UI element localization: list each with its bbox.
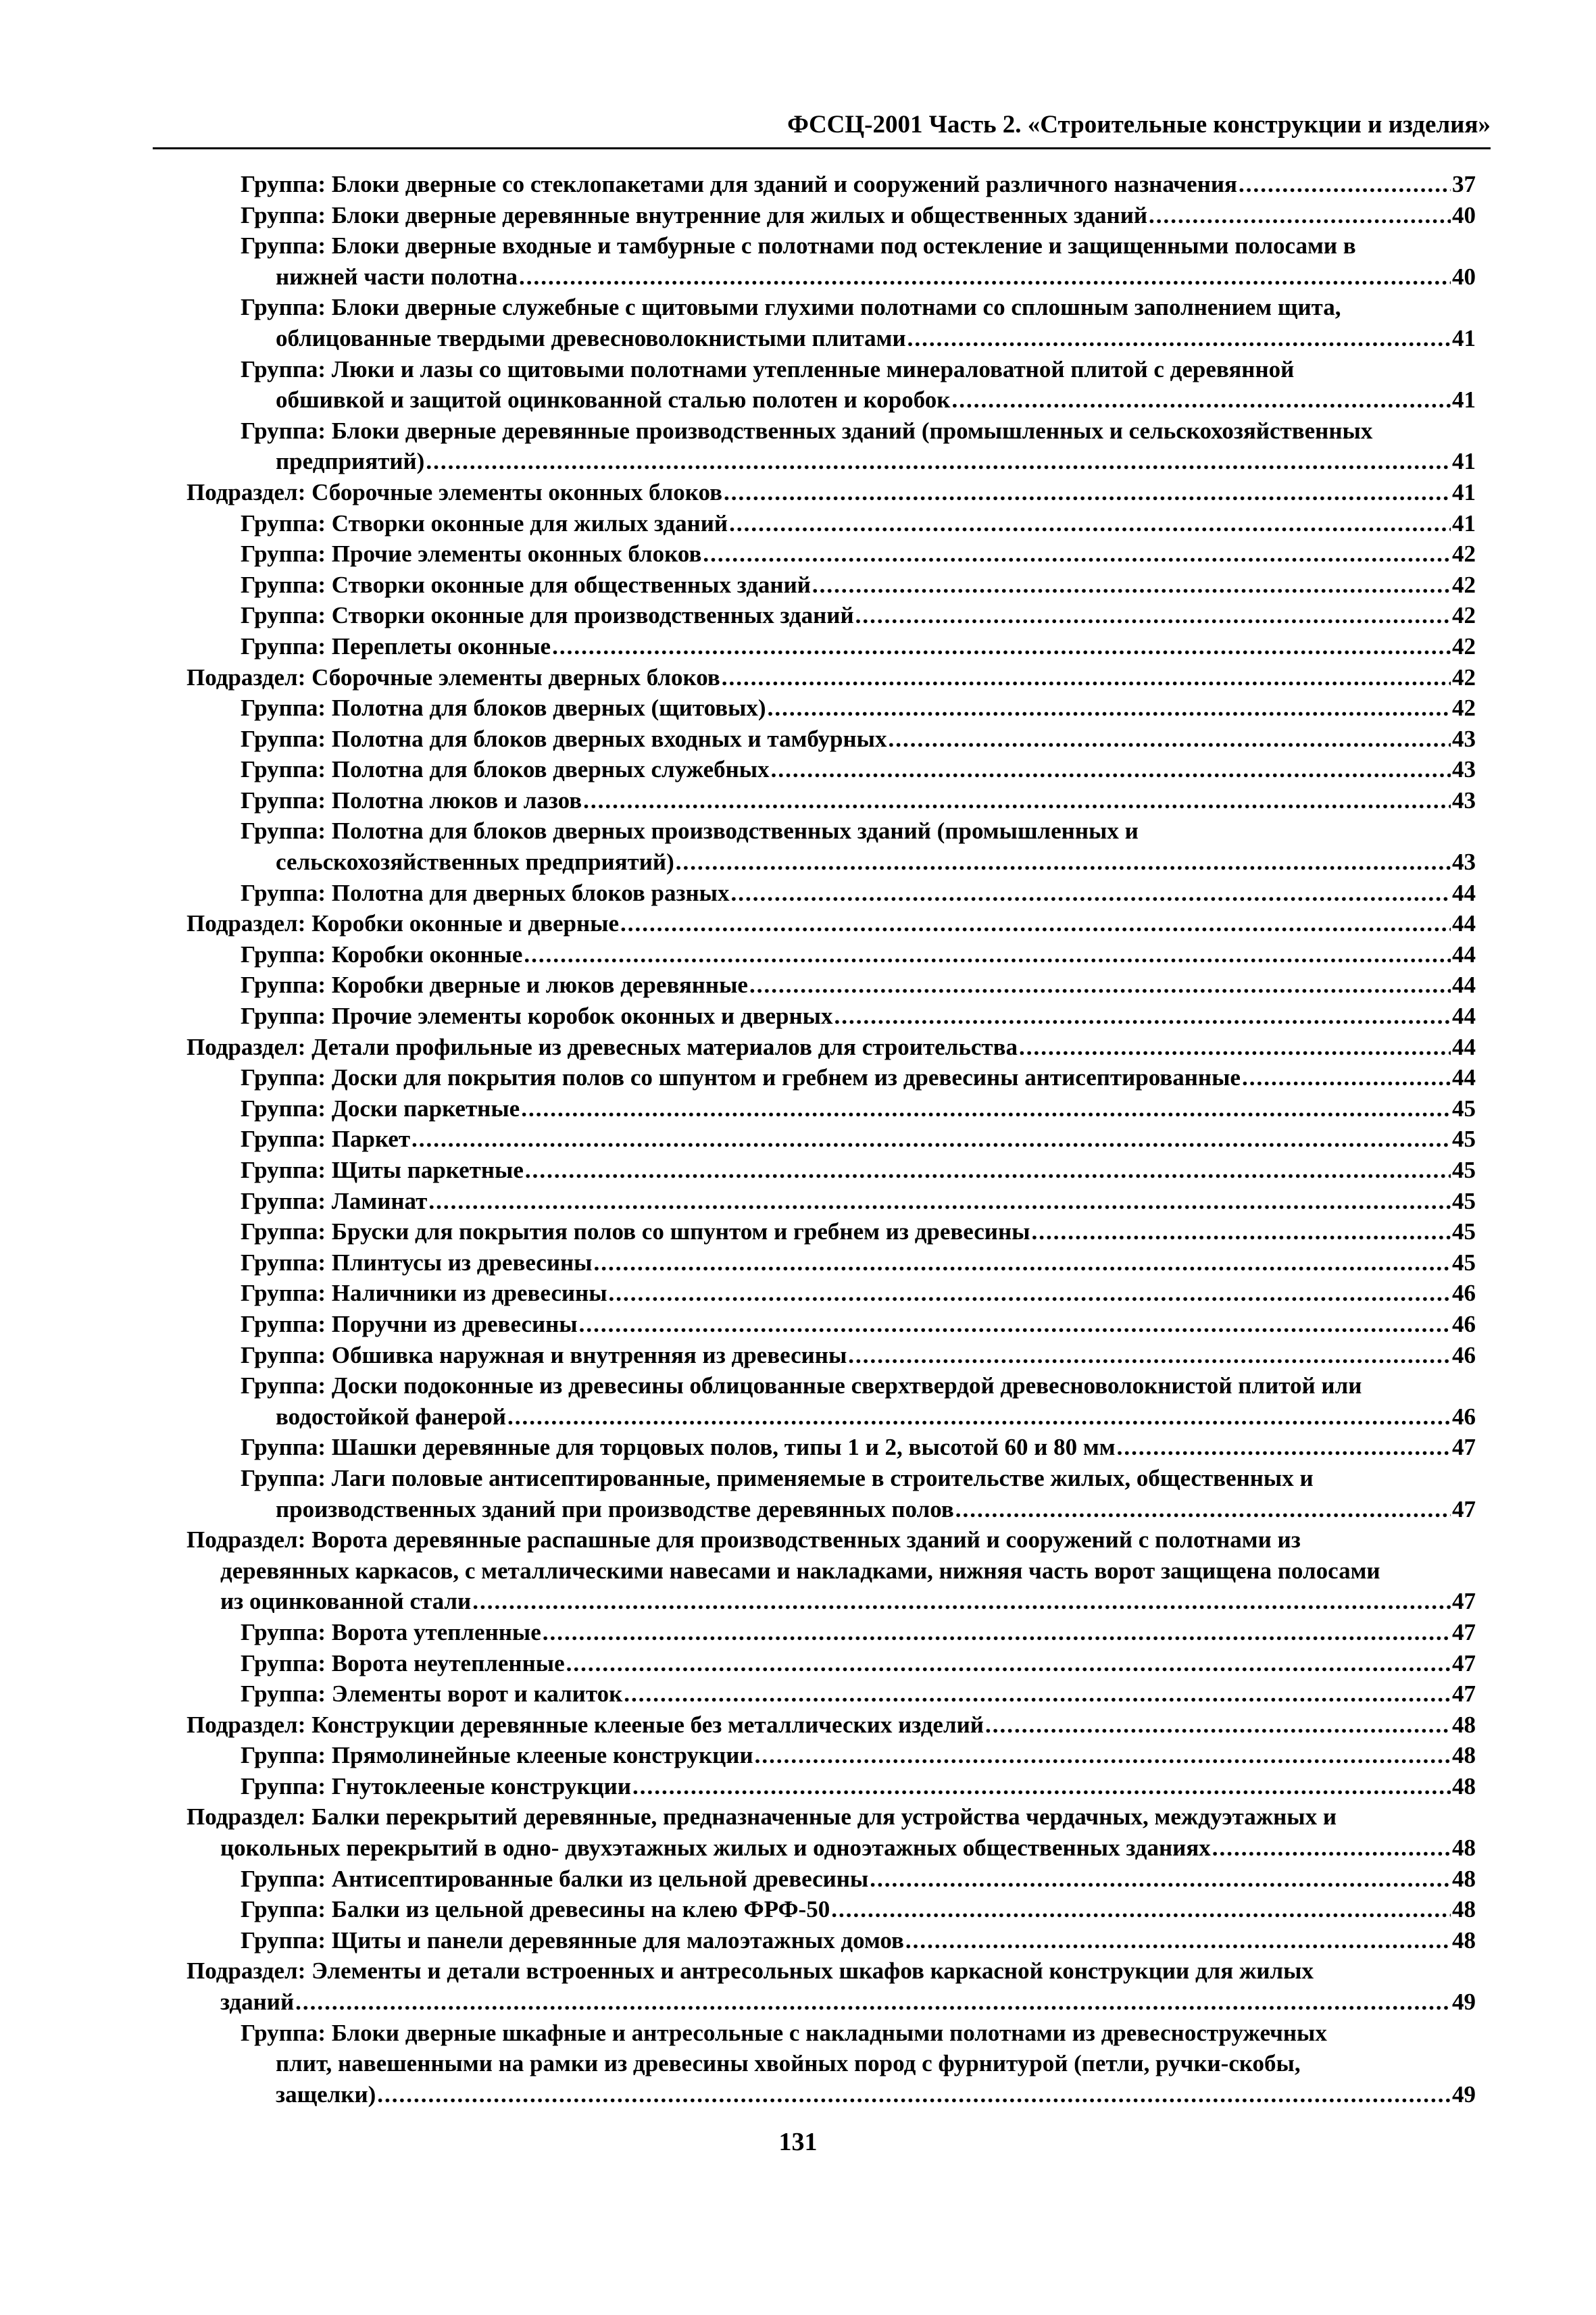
toc-group-entry (186, 693, 1476, 724)
toc-entry-title: защелки) (276, 2081, 376, 2108)
toc-group-entry (186, 1370, 1476, 1432)
toc-entry-title: Группа: Обшивка наружная и внутренняя из древесины (241, 1341, 847, 1368)
toc-group-entry (186, 539, 1476, 570)
toc-entry-line (186, 939, 1476, 970)
toc-group-entry (186, 230, 1476, 292)
toc-group-entry (186, 200, 1476, 231)
toc-entry-title: Группа: Блоки дверные деревянные внутренние для жилых и общественных зданий (241, 201, 1148, 228)
toc-entry-title: Группа: Наличники из древесины (241, 1280, 607, 1307)
toc-entry-line (186, 1093, 1476, 1124)
toc-entry-line: плит, навешенными на рамки из древесины хвойных пород с фурнитурой (петли, ручки-скобы, (276, 2050, 1301, 2077)
toc-entry-title: Группа: Полотна для дверных блоков разных (241, 879, 730, 906)
toc-page-number: 48 (1452, 1865, 1476, 1892)
toc-page-number: 44 (1452, 972, 1476, 999)
toc-page-number: 46 (1452, 1310, 1476, 1337)
dot-leader (1149, 200, 1451, 231)
toc-page-number: 41 (1452, 448, 1476, 475)
toc-group-entry (186, 724, 1476, 755)
toc-page-number: 43 (1452, 787, 1476, 814)
toc-group-entry (186, 354, 1476, 416)
toc-page-number: 48 (1452, 1742, 1476, 1769)
dot-leader (525, 1155, 1451, 1186)
toc-entry-title: Группа: Прочие элементы оконных блоков (241, 541, 702, 568)
toc-group-entry (186, 1894, 1476, 1925)
dot-leader (428, 1186, 1451, 1217)
toc-entry-title: Группа: Ламинат (241, 1187, 428, 1214)
toc-page-number: 49 (1452, 1989, 1476, 2016)
toc-page-number: 42 (1452, 571, 1476, 598)
toc-entry-title: Группа: Прямолинейные клееные конструкции (241, 1742, 753, 1769)
toc-entry-line (186, 1186, 1476, 1217)
dot-leader (724, 477, 1451, 508)
toc-page-number: 49 (1452, 2081, 1476, 2108)
toc-page-number: 41 (1452, 478, 1476, 505)
toc-page-number: 48 (1452, 1896, 1476, 1923)
toc-entry-line: Группа: Блоки дверные служебные с щитовыми глухими полотнами со сплошным заполнением щита, (241, 294, 1341, 321)
dot-leader (1019, 1032, 1451, 1063)
toc-entry-title: водостойкой фанерой (276, 1403, 506, 1430)
toc-page-number: 45 (1452, 1249, 1476, 1276)
toc-entry-line (186, 446, 1476, 477)
toc-group-entry (186, 1340, 1476, 1371)
toc-entry-line (186, 570, 1476, 601)
dot-leader (507, 1401, 1451, 1433)
toc-entry-title: Группа: Переплеты оконные (241, 632, 551, 659)
toc-page-number: 45 (1452, 1187, 1476, 1214)
dot-leader (870, 1864, 1451, 1895)
toc-page-number: 47 (1452, 1588, 1476, 1615)
dot-leader (955, 1494, 1451, 1525)
toc-page-number: 47 (1452, 1618, 1476, 1645)
toc-entry-line: Подраздел: Балки перекрытий деревянные, предназначенные для устройства чердачных, междуэтажных и (186, 1803, 1337, 1831)
dot-leader (749, 970, 1451, 1001)
dot-leader (295, 1987, 1451, 2018)
toc-entry-line (186, 847, 1476, 878)
toc-entry-title: Группа: Плинтусы из древесины (241, 1249, 593, 1276)
dot-leader (583, 785, 1451, 816)
toc-entry-line (186, 1432, 1476, 1463)
toc-page-number: 40 (1452, 201, 1476, 228)
dot-leader (676, 847, 1451, 878)
dot-leader (771, 754, 1451, 785)
toc-entry-title: Группа: Полотна для блоков дверных (щитовых) (241, 695, 766, 722)
toc-page-number: 45 (1452, 1218, 1476, 1245)
toc-group-entry (186, 2018, 1476, 2110)
toc-entry-title: Группа: Блоки дверные со стеклопакетами для зданий и сооружений различного назначения (241, 171, 1237, 197)
header-rule (153, 147, 1491, 149)
toc-page-number: 40 (1452, 263, 1476, 290)
toc-entry-title: обшивкой и защитой оцинкованной сталью полотен и коробок (276, 387, 951, 414)
dot-leader (985, 1710, 1451, 1741)
toc-group-entry (186, 1278, 1476, 1309)
toc-entry-title: Группа: Створки оконные для производственных зданий (241, 602, 854, 629)
toc-entry-line (186, 1216, 1476, 1247)
toc-page-number: 42 (1452, 695, 1476, 722)
toc-entry-line (186, 785, 1476, 816)
toc-page-number: 42 (1452, 632, 1476, 659)
toc-entry-line (186, 1155, 1476, 1186)
toc-entry-line: Группа: Блоки дверные деревянные производственных зданий (промышленных и сельскохозяйственных (241, 417, 1373, 444)
toc-entry-line (186, 169, 1476, 200)
toc-page-number: 46 (1452, 1403, 1476, 1430)
toc-page-number: 41 (1452, 324, 1476, 351)
toc-section-entry (186, 1524, 1476, 1617)
dot-leader (1031, 1216, 1451, 1247)
toc-group-entry (186, 1062, 1476, 1093)
toc-entry-title: Группа: Шашки деревянные для торцовых полов, типы 1 и 2, высотой 60 и 80 мм (241, 1434, 1116, 1461)
toc-entry-line (186, 1309, 1476, 1340)
page-number: 131 (778, 2128, 818, 2156)
toc-group-entry (186, 1309, 1476, 1340)
toc-group-entry (186, 1155, 1476, 1186)
toc-group-entry (186, 416, 1476, 477)
toc-entry-title: Группа: Створки оконные для жилых зданий (241, 509, 728, 537)
dot-leader (755, 1740, 1451, 1771)
toc-page-number: 42 (1452, 664, 1476, 691)
dot-leader (579, 1309, 1451, 1340)
toc-page-number: 45 (1452, 1157, 1476, 1183)
toc-section-entry (186, 1710, 1476, 1741)
dot-leader (620, 908, 1451, 939)
dot-leader (412, 1124, 1451, 1155)
toc-group-entry (186, 1001, 1476, 1032)
toc-entry-line (186, 384, 1476, 416)
toc-entry-title: Группа: Ворота неутепленные (241, 1649, 565, 1676)
toc-entry-title: Группа: Бруски для покрытия полов со шпунтом и гребнем из древесины (241, 1218, 1030, 1245)
toc-entry-title: облицованные твердыми древесноволокнистыми плитами (276, 324, 906, 351)
toc-entry-line (186, 1648, 1476, 1679)
dot-leader (472, 1586, 1451, 1617)
toc-page-number: 41 (1452, 509, 1476, 537)
toc-group-entry (186, 1186, 1476, 1217)
toc-group-entry (186, 631, 1476, 662)
toc-page-number: 47 (1452, 1434, 1476, 1461)
toc-section-entry (186, 1032, 1476, 1063)
toc-group-entry (186, 1432, 1476, 1463)
toc-entry-title: Подраздел: Сборочные элементы дверных блоков (186, 664, 720, 691)
toc-entry-line (186, 908, 1476, 939)
toc-group-entry (186, 970, 1476, 1001)
toc-entry-line: Группа: Люки и лазы со щитовыми полотнами утепленные минераловатной плитой с деревянной (241, 355, 1295, 382)
dot-leader (519, 262, 1451, 293)
toc-entry-title: зданий (220, 1989, 295, 2016)
table-of-contents (186, 169, 1476, 2110)
toc-entry-line (186, 693, 1476, 724)
toc-entry-line: Группа: Доски подоконные из древесины облицованные сверхтвердой древесноволокнистой плитой или (241, 1372, 1362, 1399)
toc-entry-line (186, 1247, 1476, 1278)
dot-leader (831, 1894, 1451, 1925)
toc-entry-title: Группа: Щиты паркетные (241, 1157, 524, 1183)
dot-leader (888, 724, 1451, 755)
toc-page-number: 42 (1452, 602, 1476, 629)
toc-group-entry (186, 1771, 1476, 1802)
toc-group-entry (186, 939, 1476, 970)
toc-entry-line: Группа: Лаги половые антисептированные, применяемые в строительстве жилых, общественных и (241, 1464, 1314, 1491)
toc-entry-title: нижней части полотна (276, 263, 518, 290)
toc-entry-line (186, 1678, 1476, 1710)
toc-page-number: 46 (1452, 1280, 1476, 1307)
toc-section-entry (186, 1956, 1476, 2017)
dot-leader (905, 1925, 1451, 1956)
toc-section-entry (186, 477, 1476, 508)
toc-page-number: 44 (1452, 1064, 1476, 1091)
dot-leader (624, 1678, 1451, 1710)
dot-leader (524, 939, 1451, 970)
toc-entry-line (186, 323, 1476, 354)
toc-page-number: 42 (1452, 541, 1476, 568)
toc-entry-line (186, 1278, 1476, 1309)
dot-leader (1242, 1062, 1451, 1093)
toc-entry-line (186, 200, 1476, 231)
toc-entry-line: деревянных каркасов, с металлическими навесами и накладками, нижняя часть ворот защищена полосами (220, 1557, 1380, 1584)
toc-entry-line (186, 508, 1476, 539)
toc-entry-title: Группа: Ворота утепленные (241, 1618, 541, 1645)
toc-entry-title: Группа: Паркет (241, 1126, 411, 1153)
toc-group-entry (186, 1864, 1476, 1895)
toc-group-entry (186, 600, 1476, 631)
toc-page-number: 48 (1452, 1711, 1476, 1738)
toc-entry-line (186, 539, 1476, 570)
toc-entry-title: Группа: Гнутоклееные конструкции (241, 1772, 631, 1799)
dot-leader (552, 631, 1451, 662)
dot-leader (703, 539, 1451, 570)
dot-leader (594, 1247, 1451, 1278)
toc-page-number: 44 (1452, 879, 1476, 906)
toc-entry-line (186, 262, 1476, 293)
toc-entry-title: цокольных перекрытий в одно- двухэтажных жилых и одноэтажных общественных зданиях (220, 1835, 1211, 1862)
dot-leader (834, 1001, 1451, 1032)
toc-entry-line (186, 970, 1476, 1001)
toc-page-number: 48 (1452, 1835, 1476, 1862)
toc-entry-line (186, 1340, 1476, 1371)
toc-entry-line (186, 878, 1476, 909)
dot-leader (768, 693, 1451, 724)
toc-entry-line (186, 1401, 1476, 1433)
toc-group-entry (186, 1925, 1476, 1956)
toc-group-entry (186, 816, 1476, 877)
toc-group-entry (186, 1678, 1476, 1710)
toc-page-number: 45 (1452, 1126, 1476, 1153)
dot-leader (812, 570, 1451, 601)
toc-section-entry (186, 908, 1476, 939)
toc-page-number: 47 (1452, 1681, 1476, 1708)
toc-entry-line (186, 1894, 1476, 1925)
dot-leader (543, 1617, 1451, 1648)
toc-entry-title: Группа: Полотна для блоков дверных входных и тамбурных (241, 725, 887, 752)
toc-entry-line (186, 1740, 1476, 1771)
dot-leader (731, 878, 1451, 909)
toc-entry-line (186, 1062, 1476, 1093)
toc-entry-title: Группа: Прочие элементы коробок оконных и дверных (241, 1003, 833, 1030)
toc-group-entry (186, 292, 1476, 353)
toc-entry-line (186, 1494, 1476, 1525)
toc-entry-line (186, 1771, 1476, 1802)
toc-group-entry (186, 1247, 1476, 1278)
toc-page-number: 48 (1452, 1926, 1476, 1953)
toc-entry-line (186, 1001, 1476, 1032)
dot-leader (722, 662, 1451, 693)
toc-entry-title: Группа: Коробки дверные и люков деревянные (241, 972, 748, 999)
toc-entry-line: Группа: Полотна для блоков дверных производственных зданий (промышленных и (241, 818, 1139, 845)
toc-entry-line (186, 1586, 1476, 1617)
toc-page-number: 45 (1452, 1095, 1476, 1122)
dot-leader (848, 1340, 1451, 1371)
toc-entry-line (186, 662, 1476, 693)
toc-entry-title: сельскохозяйственных предприятий) (276, 849, 674, 876)
toc-page-number: 44 (1452, 910, 1476, 937)
toc-entry-title: Группа: Полотна люков и лазов (241, 787, 582, 814)
dot-leader (907, 323, 1451, 354)
toc-entry-line (186, 1987, 1476, 2018)
toc-page-number: 46 (1452, 1341, 1476, 1368)
toc-entry-title: Подраздел: Конструкции деревянные клееные без металлических изделий (186, 1711, 984, 1738)
dot-leader (855, 600, 1451, 631)
toc-entry-line: Группа: Блоки дверные шкафные и антресольные с накладными полотнами из древесностружечных (241, 2019, 1327, 2046)
toc-entry-line (186, 1833, 1476, 1864)
dot-leader (729, 508, 1451, 539)
toc-group-entry (186, 878, 1476, 909)
toc-entry-line (186, 1617, 1476, 1648)
toc-entry-title: Группа: Створки оконные для общественных зданий (241, 571, 811, 598)
toc-page-number: 43 (1452, 725, 1476, 752)
toc-entry-line (186, 1032, 1476, 1063)
toc-entry-title: Группа: Элементы ворот и калиток (241, 1681, 623, 1708)
toc-entry-line (186, 631, 1476, 662)
dot-leader (632, 1771, 1451, 1802)
toc-entry-line (186, 754, 1476, 785)
toc-group-entry (186, 1216, 1476, 1247)
toc-page-number: 44 (1452, 1033, 1476, 1060)
toc-group-entry (186, 1124, 1476, 1155)
toc-page-number: 43 (1452, 849, 1476, 876)
toc-entry-line (186, 2079, 1476, 2110)
toc-entry-line (186, 1124, 1476, 1155)
dot-leader (951, 384, 1451, 416)
toc-group-entry (186, 570, 1476, 601)
toc-group-entry (186, 1463, 1476, 1524)
toc-group-entry (186, 508, 1476, 539)
toc-entry-line: Подраздел: Ворота деревянные распашные для производственных зданий и сооружений с полотнами из (186, 1526, 1301, 1553)
toc-group-entry (186, 1648, 1476, 1679)
toc-entry-line (186, 1925, 1476, 1956)
toc-section-entry (186, 662, 1476, 693)
dot-leader (1239, 169, 1451, 200)
toc-entry-title: предприятий) (276, 448, 425, 475)
toc-entry-title: Группа: Коробки оконные (241, 941, 523, 968)
toc-entry-line (186, 724, 1476, 755)
dot-leader (609, 1278, 1451, 1309)
toc-entry-line (186, 477, 1476, 508)
toc-entry-title: производственных зданий при производстве деревянных полов (276, 1495, 954, 1522)
running-header: ФССЦ-2001 Часть 2. «Строительные конструкции и изделия» (787, 111, 1491, 139)
toc-page-number: 47 (1452, 1495, 1476, 1522)
toc-group-entry (186, 785, 1476, 816)
toc-entry-title: из оцинкованной стали (220, 1588, 472, 1615)
toc-entry-title: Подраздел: Коробки оконные и дверные (186, 910, 619, 937)
dot-leader (1212, 1833, 1451, 1864)
toc-entry-line (186, 600, 1476, 631)
toc-group-entry (186, 169, 1476, 200)
toc-entry-title: Группа: Балки из цельной древесины на клею ФРФ-50 (241, 1896, 830, 1923)
toc-entry-line: Подраздел: Элементы и детали встроенных и антресольных шкафов каркасной конструкции для жилых (186, 1958, 1314, 1985)
toc-page-number: 47 (1452, 1649, 1476, 1676)
toc-entry-line: Группа: Блоки дверные входные и тамбурные с полотнами под остекление и защищенными полосами в (241, 232, 1356, 259)
toc-page-number: 44 (1452, 941, 1476, 968)
dot-leader (521, 1093, 1451, 1124)
toc-group-entry (186, 1093, 1476, 1124)
toc-page-number: 48 (1452, 1772, 1476, 1799)
dot-leader (1117, 1432, 1451, 1463)
toc-section-entry (186, 1801, 1476, 1863)
toc-entry-title: Группа: Полотна для блоков дверных служебных (241, 756, 770, 783)
toc-page-number: 44 (1452, 1003, 1476, 1030)
toc-group-entry (186, 1617, 1476, 1648)
toc-page-number: 43 (1452, 756, 1476, 783)
toc-entry-title: Группа: Поручни из древесины (241, 1310, 578, 1337)
toc-entry-title: Подраздел: Детали профильные из древесных материалов для строительства (186, 1033, 1018, 1060)
toc-group-entry (186, 1740, 1476, 1771)
toc-entry-line (186, 1864, 1476, 1895)
toc-page-number: 41 (1452, 387, 1476, 414)
toc-entry-line (186, 1710, 1476, 1741)
toc-entry-title: Группа: Доски для покрытия полов со шпунтом и гребнем из древесины антисептированные (241, 1064, 1241, 1091)
dot-leader (377, 2079, 1451, 2110)
dot-leader (566, 1648, 1451, 1679)
toc-entry-title: Подраздел: Сборочные элементы оконных блоков (186, 478, 723, 505)
toc-page-number: 37 (1452, 171, 1476, 197)
toc-entry-title: Группа: Щиты и панели деревянные для малоэтажных домов (241, 1926, 904, 1953)
toc-group-entry (186, 754, 1476, 785)
toc-entry-title: Группа: Антисептированные балки из цельной древесины (241, 1865, 869, 1892)
toc-entry-title: Группа: Доски паркетные (241, 1095, 520, 1122)
dot-leader (426, 446, 1451, 477)
